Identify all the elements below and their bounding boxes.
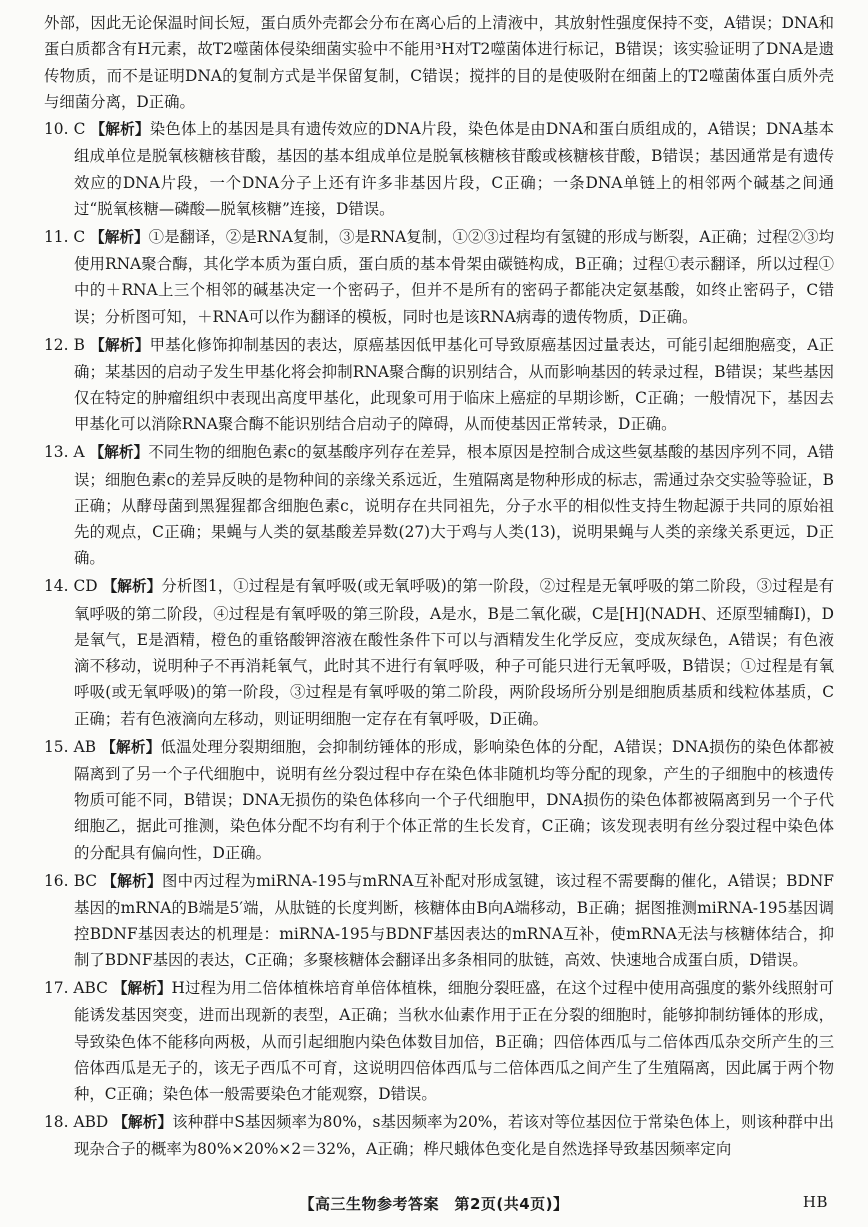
answer-number: 10. C bbox=[44, 120, 86, 139]
answer-number: 14. CD bbox=[44, 577, 98, 596]
answer-number: 11. C bbox=[44, 227, 86, 246]
footer-code: HB bbox=[802, 1193, 828, 1211]
answer-number: 13. A bbox=[44, 443, 85, 462]
analysis-tag: 【解析】 bbox=[102, 578, 162, 596]
answer-item bbox=[44, 332, 834, 438]
answer-number: 12. B bbox=[44, 335, 85, 354]
answer-list bbox=[44, 116, 834, 1163]
answer-number: 18. ABD bbox=[44, 1113, 109, 1132]
answer-number: 15. AB bbox=[44, 737, 97, 756]
analysis-tag: 【解析】 bbox=[90, 336, 150, 354]
analysis-text: 甲基化修饰抑制基因的表达，原癌基因低甲基化可导致原癌基因过量表达，可能引起细胞癌变，A正确；某基因的启动子发生甲基化将会抑制RNA聚合酶的识别结合，从而影响基因的转录过程，B错误；某些基因仅在特定的肿瘤组织中表现出高度甲基化，此现象可用于临床上癌症的早期诊断，C正确；一般情况下，基因去甲基化可以消除RNA聚合酶不能识别结合启动子的障碍，从而使基因正常转录，D正确。 bbox=[74, 335, 834, 434]
answer-item bbox=[44, 975, 834, 1107]
answer-item bbox=[44, 868, 834, 974]
answer-number: 17. ABC bbox=[44, 979, 108, 998]
answer-item bbox=[44, 734, 834, 866]
footer-title: 【高三生物参考答案 第2页(共4页)】 bbox=[299, 1195, 569, 1213]
analysis-text: ①是翻译，②是RNA复制，③是RNA复制，①②③过程均有氢键的形成与断裂，A正确；过程②③均使用RNA聚合酶，其化学本质为蛋白质，蛋白质的基本骨架由碳链构成，B正确；过程①表示翻译，所以过程①中的＋RNA上三个相邻的碱基决定一个密码子，但并不是所有的密码子都能决定氨基酸，如终止密码子，C错误；分析图可知，＋RNA可以作为翻译的模板，同时也是该RNA病毒的遗传物质，D正确。 bbox=[74, 227, 834, 326]
answer-item bbox=[44, 573, 834, 732]
analysis-text: 分析图1，①过程是有氧呼吸(或无氧呼吸)的第一阶段，②过程是无氧呼吸的第二阶段，③过程是有氧呼吸的第二阶段，④过程是有氧呼吸的第三阶段，A是水，B是二氧化碳，C是[H](NADH、还原型辅酶Ⅰ)，D是氧气，E是酒精，橙色的重铬酸钾溶液在酸性条件下可以与酒精发生化学反应，变成灰绿色，A错误；有色液滴不移动，说明种子不再消耗氧气，此时其不进行有氧呼吸，种子可能只进行无氧呼吸，B错误；①过程是有氧呼吸(或无氧呼吸)的第一阶段，③过程是有氧呼吸的第二阶段，两阶段场所分别是细胞质基质和线粒体基质，C正确；若有色液滴向左移动，则证明细胞一定存在有氧呼吸，D正确。 bbox=[74, 577, 834, 728]
answer-item bbox=[44, 224, 834, 330]
analysis-text: 染色体上的基因是具有遗传效应的DNA片段，染色体是由DNA和蛋白质组成的，A错误；DNA基本组成单位是脱氧核糖核苷酸，基因的基本组成单位是脱氧核糖核苷酸或核糖核苷酸，B错误；基因通常是有遗传效应的DNA片段，一个DNA分子上还有许多非基因片段，C正确；一条DNA单链上的相邻两个碱基之间通过“脱氧核糖—磷酸—脱氧核糖”连接，D错误。 bbox=[74, 120, 834, 219]
analysis-tag: 【解析】 bbox=[89, 444, 149, 462]
analysis-tag: 【解析】 bbox=[112, 980, 172, 998]
analysis-tag: 【解析】 bbox=[90, 121, 150, 139]
answer-item bbox=[44, 439, 834, 571]
analysis-tag: 【解析】 bbox=[90, 228, 149, 246]
analysis-text: 图中丙过程为miRNA-195与mRNA互补配对形成氢键，该过程不需要酶的催化，A错误；BDNF基因的mRNA的B端是5′端，从肽链的长度判断，核糖体由B向A端移动，B正确；据图推测miRNA-195基因调控BDNF基因表达的机理是：miRNA-195与BDNF基因表达的mRNA互补，使mRNA无法与核糖体结合，抑制了BDNF基因的表达，C正确；多聚核糖体会翻译出多条相同的肽链，高效、快速地合成蛋白质，D错误。 bbox=[74, 871, 834, 970]
analysis-text: 该种群中S基因频率为80%，s基因频率为20%，若该对等位基因位于常染色体上，则该种群中出现杂合子的概率为80%×20%×2＝32%，A正确；桦尺蛾体色变化是自然选择导致基因频率定向 bbox=[74, 1113, 834, 1159]
analysis-tag: 【解析】 bbox=[102, 872, 162, 890]
intro-paragraph: 外部，因此无论保温时间长短，蛋白质外壳都会分布在离心后的上清液中，其放射性强度保持不变，A错误；DNA和蛋白质都含有H元素，故T2噬菌体侵染细菌实验中不能用³H对T2噬菌体进行标记，B错误；该实验证明了DNA是遗传物质，而不是证明DNA的复制方式是半保留复制，C错误；搅拌的目的是使吸附在细菌上的T2噬菌体蛋白质外壳与细菌分离，D正确。 bbox=[44, 14, 834, 111]
page-footer bbox=[0, 1193, 868, 1214]
answer-number: 16. BC bbox=[44, 871, 98, 890]
answer-item bbox=[44, 1109, 834, 1163]
analysis-text: H过程为用二倍体植株培育单倍体植株，细胞分裂旺盛，在这个过程中使用高强度的紫外线照射可能诱发基因突变，进而出现新的表型，A正确；当秋水仙素作用于正在分裂的细胞时，能够抑制纺锤体的形成，导致染色体不能移向两极，从而引起细胞内染色体数目加倍，B正确；四倍体西瓜与二倍体西瓜杂交所产生的三倍体西瓜是无子的，该无子西瓜不可育，这说明四倍体西瓜与二倍体西瓜之间产生了生殖隔离，因此属于两个物种，C正确；染色体一般需要染色才能观察，D错误。 bbox=[74, 979, 834, 1104]
analysis-tag: 【解析】 bbox=[101, 738, 161, 756]
analysis-text: 不同生物的细胞色素c的氨基酸序列存在差异，根本原因是控制合成这些氨基酸的基因序列不同，A错误；细胞色素c的差异反映的是物种间的亲缘关系远近，生殖隔离是物种形成的标志，需通过杂交实验等验证，B正确；从酵母菌到黑猩猩都含细胞色素c，说明存在共同祖先，分子水平的相似性支持生物起源于共同的原始祖先的观点，C正确；果蝇与人类的氨基酸差异数(27)大于鸡与人类(13)，说明果蝇与人类的亲缘关系更远，D正确。 bbox=[74, 443, 834, 568]
analysis-tag: 【解析】 bbox=[113, 1114, 173, 1132]
analysis-text: 低温处理分裂期细胞，会抑制纺锤体的形成，影响染色体的分配，A错误；DNA损伤的染色体都被隔离到了另一个子代细胞中，说明有丝分裂过程中存在染色体非随机均等分配的现象，产生的子细胞中的核遗传物质可能不同，B错误；DNA无损伤的染色体移向一个子代细胞甲，DNA损伤的染色体都被隔离到另一个子代细胞乙，据此可推测，染色体分配不均有利于个体正常的生长发育，C正确；该发现表明有丝分裂过程中染色体的分配具有偏向性，D正确。 bbox=[74, 737, 834, 862]
answer-item bbox=[44, 116, 834, 222]
